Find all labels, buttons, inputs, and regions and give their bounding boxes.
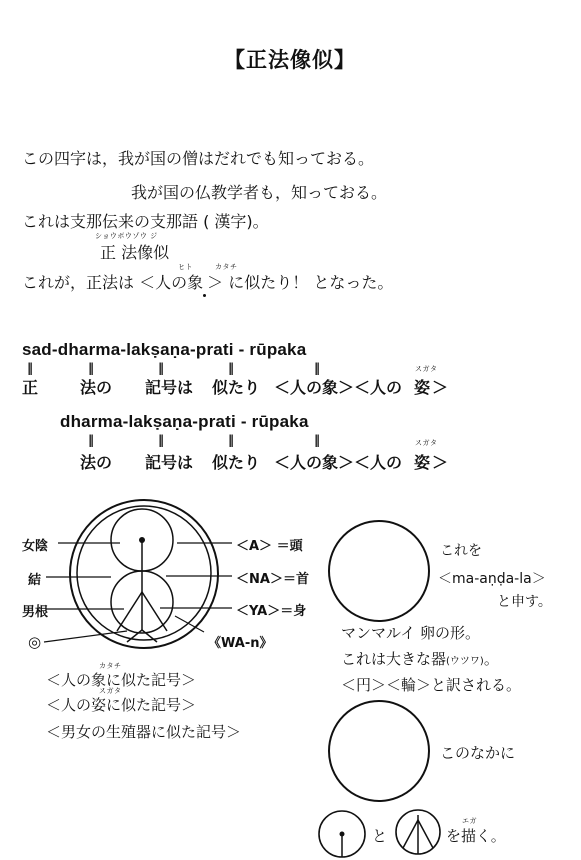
ruby-hito: ヒト (178, 263, 193, 271)
intro-line-1: この四字は，我が国の僧はだれでも知っておる。 (22, 149, 375, 168)
intro-line-3: これは支那伝来の支那語 ( 漢字)。 (22, 212, 269, 231)
eq-mark: ‖ (228, 433, 234, 447)
ruby-ega: エガ (462, 817, 477, 825)
caption-1-mid: 象 (91, 671, 107, 689)
caption-3: ＜男女の生殖器に似た記号＞ (46, 723, 242, 741)
gloss-ho-no: 法の (80, 378, 113, 397)
label-female: 女陰 (22, 539, 49, 554)
caption-1-pre: ＜人の (46, 671, 92, 689)
caption-ruby: スガタ (99, 687, 122, 695)
double-circle-icon: ◎ (28, 633, 42, 651)
mandala-text-3: と申す。 (497, 594, 552, 610)
center-dot (139, 537, 145, 543)
label-na-neck: ＜NA＞＝首 (236, 572, 309, 587)
line5-e: ＞ に似たり！ となった。 (207, 273, 394, 292)
line5-no: の (171, 273, 188, 292)
label-male: 男根 (22, 605, 49, 620)
outer-circle-figure (70, 500, 218, 648)
mandala-circle (329, 521, 429, 621)
gloss-sei: 正 (22, 378, 39, 397)
label-ya-body: ＜YA＞＝身 (236, 604, 307, 619)
line5-katachi: 象 (187, 273, 204, 292)
ruby-sugata: スガタ (415, 439, 438, 447)
caption-2-mid: 姿 (91, 696, 107, 714)
gloss-nitari: 似たり (212, 453, 261, 472)
gloss-sugata: 姿 (414, 453, 431, 472)
line5-a: これが，正法は ＜ (22, 273, 156, 292)
gloss-hito-no: ＜人の象＞＜人の (274, 453, 403, 472)
mandala-text-5a: これは大きな器 (341, 650, 447, 668)
eq-mark: ‖ (158, 433, 164, 447)
mandala-text-1: これを (440, 543, 482, 559)
gloss-hito-no: ＜人の象＞＜人の (274, 378, 403, 397)
gloss-kigo-wa: 記号は (145, 378, 194, 397)
mandala-inner-circle (329, 701, 429, 801)
eq-mark: ‖ (314, 361, 320, 375)
gloss-ho-no: 法の (80, 453, 113, 472)
gloss-close: ＞ (432, 378, 449, 397)
intro-line-2: 我が国の仏教学者も，知っておる。 (131, 183, 388, 202)
caption-ruby: カタチ (99, 662, 122, 670)
sanskrit-line-1: sad-dharma-lakṣaṇa-prati - rūpaka (22, 340, 307, 359)
page-title: 【正法像似】 (224, 48, 356, 72)
mandala-text-5b: (ウツワ) (446, 656, 484, 667)
gloss-close: ＞ (432, 453, 449, 472)
small-circle-dot (340, 832, 345, 837)
label-wa-n: 《WA-n》 (208, 636, 273, 651)
caption-2-pre: ＜人の (46, 696, 92, 714)
mandala-text-5 (341, 648, 499, 669)
label-knot: 結 (28, 573, 42, 588)
gloss-sugata: 姿 (414, 378, 431, 397)
line5-hito: 人 (155, 273, 172, 292)
term-zhengfa-xiangsi: 正 法像似 (100, 243, 170, 262)
mandala-text-2: ＜ma-aṇḍa-la＞ (438, 571, 546, 587)
inner-circle-figure (77, 506, 211, 640)
eq-mark: ‖ (158, 361, 164, 375)
mandala-text-4: マンマルイ 卵の形。 (341, 624, 481, 642)
mandala-text-8a: と (372, 827, 388, 845)
ruby-sugata: スガタ (415, 365, 438, 373)
gloss-kigo-wa: 記号は (145, 453, 194, 472)
leader-line (44, 631, 127, 642)
caption-2 (46, 694, 196, 715)
eq-mark: ‖ (88, 433, 94, 447)
term-reading-ruby: ショウボウゾウ ジ (95, 232, 158, 240)
gloss-nitari: 似たり (212, 378, 261, 397)
caption-2-post: に似た記号＞ (106, 696, 197, 714)
sanskrit-line-2: dharma-lakṣaṇa-prati - rūpaka (60, 412, 309, 431)
mandala-text-6: ＜円＞＜輪＞と訳される。 (341, 676, 522, 694)
eq-mark: ‖ (88, 361, 94, 375)
mandala-text-8b: を描く。 (446, 827, 506, 845)
mandala-text-7: このなかに (440, 744, 516, 762)
eq-mark: ‖ (27, 361, 33, 375)
label-a-head: ＜A＞ ＝頭 (236, 539, 303, 554)
ruby-katachi: カタチ (215, 263, 238, 271)
eq-mark: ‖ (314, 433, 320, 447)
mandala-text-5c: 。 (483, 650, 499, 668)
eq-mark: ‖ (228, 361, 234, 375)
caption-1-post: に似た記号＞ (106, 671, 197, 689)
